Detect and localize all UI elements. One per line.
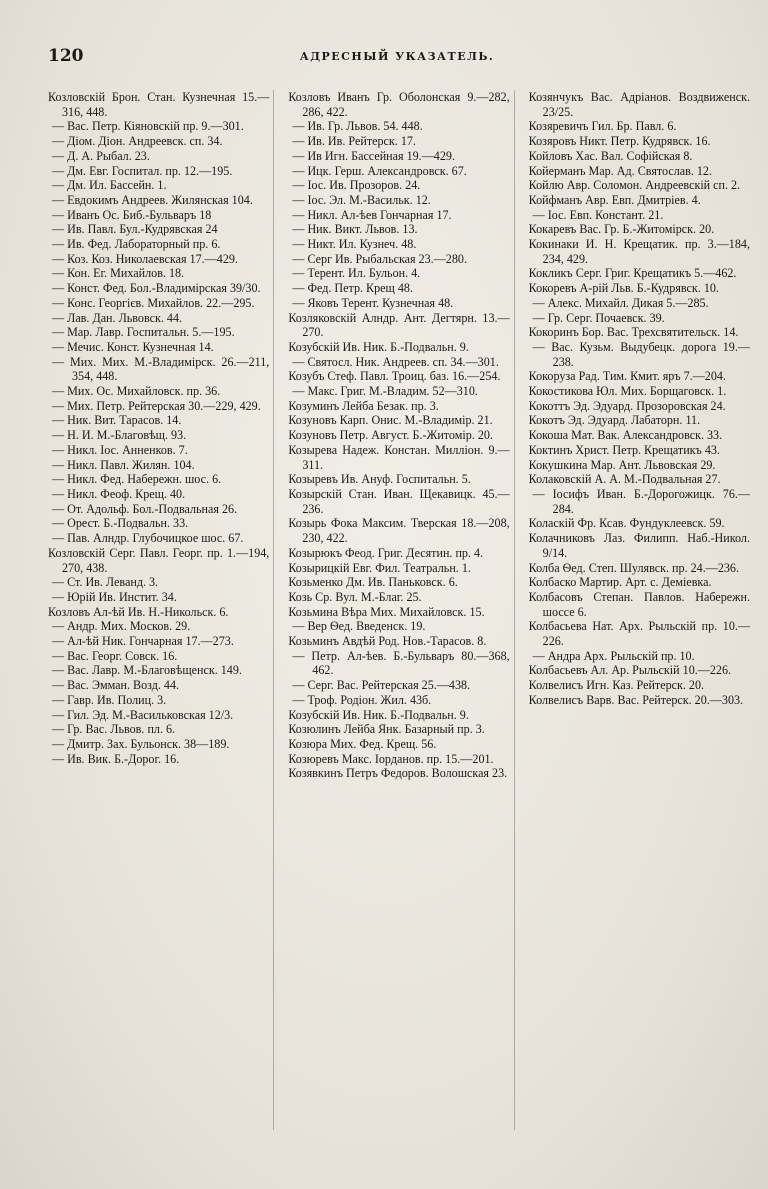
directory-entry: — Ив. Вик. Б.-Дорог. 16. — [52, 751, 180, 766]
directory-entry: — Троф. Родіон. Жил. 43б. — [292, 692, 432, 707]
directory-entry: — Юрій Ив. Инстит. 34. — [52, 589, 177, 604]
directory-entry: — Ал-ѣй Ник. Гончарная 17.—273. — [52, 634, 234, 649]
directory-entry: Козловскій Серг. Павл. Георг. пр. 1.—194, 270, 438. — [48, 545, 270, 575]
directory-entry: — Гр. Серг. Почаевск. 39. — [532, 310, 665, 325]
directory-entry: Козуновъ Карп. Онис. М.-Владимір. 21. — [288, 413, 493, 428]
directory-entry: — Мар. Лавр. Госпитальн. 5.—195. — [52, 325, 235, 340]
directory-entry: Козырь Фока Максим. Тверская 18.—208, 230, 422. — [288, 516, 510, 546]
directory-entry: — Лав. Дан. Львовск. 44. — [52, 310, 183, 325]
directory-entry: — Мих. Ос. Михайловск. пр. 36. — [52, 384, 221, 399]
directory-entry: — Никл. Іос. Анненков. 7. — [52, 442, 188, 457]
directory-entry: — Гавр. Ив. Полиц. 3. — [52, 692, 167, 707]
directory-entry: — Іос. Ив. Прозоров. 24. — [292, 178, 421, 193]
directory-entry: — Петр. Ал-ѣев. Б.-Бульваръ 80.—368, 462. — [292, 648, 510, 678]
directory-entry: Козловъ Ал-ѣй Ив. Н.-Никольск. 6. — [48, 604, 229, 619]
directory-entry: Козырицкій Евг. Фил. Театральн. 1. — [288, 560, 471, 575]
directory-entry: — Гил. Эд. М.-Васильковская 12/3. — [52, 707, 234, 722]
directory-entry: — Мих. Петр. Рейтерская 30.—229, 429. — [52, 398, 261, 413]
directory-entry: Койфманъ Авр. Евп. Дмитріев. 4. — [528, 192, 701, 207]
directory-entry: — От. Адольф. Бол.-Подвальная 26. — [52, 501, 238, 516]
directory-entry: Кокоша Мат. Вак. Александровск. 33. — [528, 428, 723, 443]
directory-entry: — Ив. Гр. Львов. 54. 448. — [292, 119, 423, 134]
directory-entry: Колбасовъ Степан. Павлов. Набережн. шоссе 6. — [528, 589, 750, 619]
directory-entry: Кокоревъ А-рій Льв. Б.-Кудрявск. 10. — [528, 281, 719, 296]
directory-entry: — Конст. Фед. Бол.-Владимірская 39/30. — [52, 281, 261, 296]
directory-entry: — Вас. Эмман. Возд. 44. — [52, 678, 180, 693]
directory-entry: — Ив. Павл. Бул.-Кудрявская 24 — [52, 222, 218, 237]
directory-entry: Колвелисъ Игн. Каз. Рейтерск. 20. — [528, 678, 705, 693]
column-right — [529, 90, 750, 1130]
directory-entry: Козляковскій Алндр. Ант. Дегтярн. 13.—270. — [288, 310, 510, 340]
directory-entry: — Конс. Георгієв. Михайлов. 22.—295. — [52, 295, 255, 310]
directory-entry: Колбасьева Нат. Арх. Рыльскій пр. 10.—226. — [528, 619, 750, 649]
directory-entry: Кокотъ Эд. Эдуард. Лабаторн. 11. — [528, 413, 701, 428]
running-title: АДРЕСНЫЙ УКАЗАТЕЛЬ. — [299, 50, 495, 63]
directory-entry: Козяровъ Никт. Петр. Кудрявск. 16. — [528, 134, 711, 149]
directory-entry: Кокоруза Рад. Тим. Кмит. яръ 7.—204. — [528, 369, 726, 384]
directory-entry: Козловскій Брон. Стан. Кузнечная 15.—316, 448. — [48, 90, 270, 119]
directory-entry: Колвелисъ Варв. Вас. Рейтерск. 20.—303. — [528, 692, 744, 707]
directory-entry: Козявкинъ Петръ Федоров. Волошская 23. — [288, 766, 508, 781]
directory-entry: Кокушкина Мар. Ант. Львовская 29. — [528, 457, 716, 472]
directory-entry: Колбасьевъ Ал. Ар. Рыльскій 10.—226. — [528, 663, 732, 678]
directory-entry: — Терент. Ил. Бульон. 4. — [292, 266, 421, 281]
directory-entry: Козловъ Иванъ Гр. Оболонская 9.—282, 286, 422. — [288, 90, 510, 119]
directory-entry: Кокинаки И. Н. Крещатик. пр. 3.—184, 234, 429. — [528, 237, 750, 266]
directory-entry: — Андр. Мих. Москов. 29. — [52, 619, 191, 634]
directory-entry: Козьмина Вѣра Мих. Михайловск. 15. — [288, 604, 485, 619]
column-left — [48, 90, 274, 1130]
directory-entry: — Ив. Фед. Лабораторный пр. 6. — [52, 237, 221, 252]
directory-entry: — Вер Ѳед. Введенск. 19. — [292, 619, 426, 634]
directory-entry: — Ив. Ив. Рейтерск. 17. — [292, 134, 416, 149]
directory-entry: Кокоринъ Бор. Вас. Трехсвятительск. 14. — [528, 325, 739, 340]
directory-entry: — Никл. Павл. Жилян. 104. — [52, 457, 195, 472]
directory-entry: Козырскій Стан. Иван. Щекавицк. 45.—236. — [288, 486, 510, 516]
directory-entry: Коктинъ Христ. Петр. Крещатикъ 43. — [528, 442, 720, 457]
directory-entry: — Гр. Вас. Львов. пл. 6. — [52, 722, 176, 737]
directory-entry: — Серг Ив. Рыбальская 23.—280. — [292, 251, 467, 266]
directory-entry: Козуминъ Лейба Безак. пр. 3. — [288, 398, 439, 413]
directory-entry: — Никл. Феоф. Крещ. 40. — [52, 486, 186, 501]
directory-entry: Козюлинъ Лейба Янк. Базарный пр. 3. — [288, 722, 485, 737]
directory-entry: — Мих. Мих. М.-Владимірск. 26.—211, 354, 448. — [52, 354, 270, 384]
directory-entry: Козь Ср. Вул. М.-Благ. 25. — [288, 589, 422, 604]
directory-entry: Козырюкъ Феод. Григ. Десятин. пр. 4. — [288, 545, 484, 560]
directory-entry: Козянчукъ Вас. Адріанов. Воздвиженск. 23/25. — [528, 90, 750, 119]
directory-entry: Койерманъ Мар. Ад. Святослав. 12. — [528, 163, 713, 178]
directory-entry: — Кон. Ег. Михайлов. 18. — [52, 266, 185, 281]
directory-entry: — Ник. Вит. Тарасов. 14. — [52, 413, 182, 428]
directory-entry: — Дм. Евг. Госпитал. пр. 12.—195. — [52, 163, 233, 178]
directory-entry: — Алекс. Михайл. Дикая 5.—285. — [532, 295, 709, 310]
directory-entry: — Ник. Викт. Львов. 13. — [292, 222, 418, 237]
page-header — [48, 46, 746, 76]
directory-entry: — Іос. Евп. Констант. 21. — [532, 207, 664, 222]
directory-entry: — Яковъ Терент. Кузнечная 48. — [292, 295, 454, 310]
directory-entry: — Фед. Петр. Крещ 48. — [292, 281, 413, 296]
directory-entry: — Макс. Григ. М.-Владим. 52—310. — [292, 384, 478, 399]
directory-entry: Козьменко Дм. Ив. Паньковск. 6. — [288, 575, 458, 590]
directory-entry: — Вас. Георг. Совск. 16. — [52, 648, 178, 663]
directory-entry: Козюра Мих. Фед. Крещ. 56. — [288, 736, 437, 751]
directory-entry: — Іос. Эл. М.-Васильк. 12. — [292, 192, 431, 207]
directory-entry: Коласкій Фр. Ксав. Фундуклеевск. 59. — [528, 516, 725, 531]
directory-entry: Козубъ Стеф. Павл. Троиц. баз. 16.—254. — [288, 369, 501, 384]
directory-entry: — Вас. Петр. Кіяновскій пр. 9.—301. — [52, 119, 244, 134]
column-middle — [288, 90, 514, 1130]
directory-entry: Козырева Надеж. Констан. Милліон. 9.—311. — [288, 442, 510, 472]
directory-entry: — Орест. Б.-Подвальн. 33. — [52, 516, 189, 531]
directory-entry: — Н. И. М.-Благовѣщ. 93. — [52, 428, 187, 443]
directory-entry: Козьминъ Авдѣй Род. Нов.-Тарасов. 8. — [288, 634, 487, 649]
directory-entry: — Д. А. Рыбал. 23. — [52, 148, 150, 163]
directory-entry: Козубскій Ив. Ник. Б.-Подвальн. 9. — [288, 707, 469, 722]
directory-entry: — Ив Игн. Бассейная 19.—429. — [292, 148, 455, 163]
directory-entry: — Іосифъ Иван. Б.-Дорогожицк. 76.—284. — [532, 486, 750, 516]
directory-entry: — Никл. Фед. Набережн. шос. 6. — [52, 472, 222, 487]
directory-entry: Кокаревъ Вас. Гр. Б.-Житомірск. 20. — [528, 222, 715, 237]
directory-entry: Козуновъ Петр. Август. Б.-Житомір. 20. — [288, 428, 493, 443]
directory-entry: Койлю Авр. Соломон. Андреевскій сп. 2. — [528, 178, 741, 193]
directory-entry: Койловъ Хас. Вал. Софійская 8. — [528, 148, 693, 163]
page-number: 120 — [48, 46, 84, 66]
directory-entry: — Серг. Вас. Рейтерская 25.—438. — [292, 678, 471, 693]
directory-entry: — Вас. Кузьм. Выдубецк. дорога 19.—238. — [532, 339, 750, 369]
directory-entry: Козыревъ Ив. Ануф. Госпитальн. 5. — [288, 472, 471, 487]
directory-entry: — Вас. Лавр. М.-Благовѣщенск. 149. — [52, 663, 242, 678]
directory-entry: — Иванъ Ос. Биб.-Бульваръ 18 — [52, 207, 212, 222]
directory-columns — [48, 90, 750, 1130]
directory-entry: — Діом. Діон. Андреевск. сп. 34. — [52, 134, 223, 149]
directory-entry: — Коз. Коз. Николаевская 17.—429. — [52, 251, 238, 266]
directory-entry: — Святосл. Ник. Андреев. сп. 34.—301. — [292, 354, 499, 369]
directory-entry: — Пав. Алндр. Глубочицкое шос. 67. — [52, 531, 244, 546]
directory-entry: — Андра Арх. Рыльскій пр. 10. — [532, 648, 695, 663]
directory-entry: Колбаско Мартир. Арт. с. Деміевка. — [528, 575, 712, 590]
directory-entry: — Евдокимъ Андреев. Жилянская 104. — [52, 192, 253, 207]
directory-entry: Колачниковъ Лаз. Филипп. Наб.-Никол. 9/14. — [528, 531, 750, 560]
directory-entry: — Мечис. Конст. Кузнечная 14. — [52, 339, 214, 354]
directory-entry: Кокоттъ Эд. Эдуард. Прозоровская 24. — [528, 398, 726, 413]
directory-entry: Колаковскій А. А. М.-Подвальная 27. — [528, 472, 721, 487]
directory-entry: — Никт. Ил. Кузнеч. 48. — [292, 237, 417, 252]
directory-entry: Кокликъ Серг. Григ. Крещатикъ 5.—462. — [528, 266, 737, 281]
directory-entry: Козяревичъ Гил. Бр. Павл. 6. — [528, 119, 677, 134]
directory-entry: Козубскій Ив. Ник. Б.-Подвальн. 9. — [288, 339, 469, 354]
directory-entry: — Дм. Ил. Бассейн. 1. — [52, 178, 167, 193]
directory-entry: — Ицк. Герш. Александровск. 67. — [292, 163, 467, 178]
directory-entry: Колба Ѳед. Степ. Шулявск. пр. 24.—236. — [528, 560, 739, 575]
directory-entry: — Ст. Ив. Леванд. 3. — [52, 575, 159, 590]
directory-entry: Козюревъ Макс. Іорданов. пр. 15.—201. — [288, 751, 494, 766]
directory-entry: — Дмитр. Зах. Бульонск. 38—189. — [52, 736, 230, 751]
directory-entry: Кокостикова Юл. Мих. Борщаговск. 1. — [528, 384, 727, 399]
directory-entry: — Никл. Ал-ѣев Гончарная 17. — [292, 207, 452, 222]
